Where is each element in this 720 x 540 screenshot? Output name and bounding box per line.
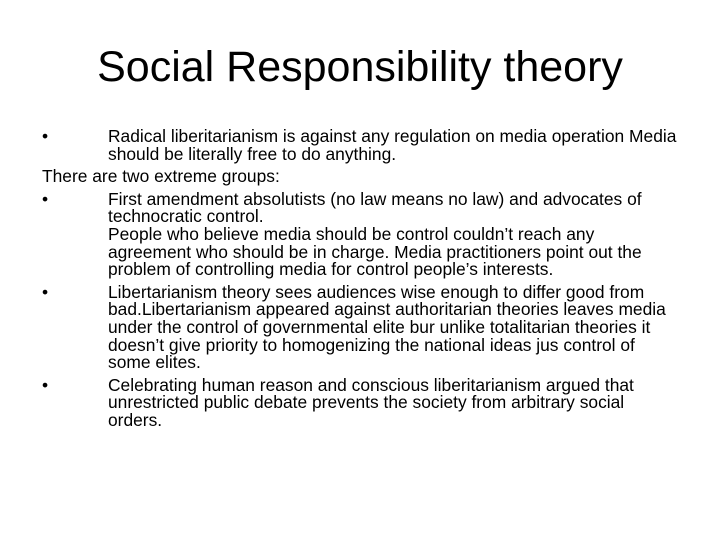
bullet-marker: • xyxy=(42,281,49,302)
bullet-paragraph: Libertarianism theory sees audiences wise enough to differ good from bad.Libertarianism appeared against authoritarian theories leaves media under the control of governmental elite bur unlike totalitarian theories it doesn’t give priority to homogenizing the national ideas jus control of some elites. xyxy=(108,281,666,373)
bullet-marker: • xyxy=(42,188,49,209)
bullet-item xyxy=(42,188,682,280)
bullet-item xyxy=(42,128,682,163)
bullet-marker: • xyxy=(42,126,49,146)
slide-body xyxy=(42,128,682,435)
bullet-text xyxy=(108,281,682,373)
plain-text-line: There are two extreme groups: xyxy=(42,166,280,187)
bullet-marker: • xyxy=(42,374,49,395)
bullet-item xyxy=(42,374,682,430)
bullet-text xyxy=(108,374,682,430)
bullet-text xyxy=(108,188,682,280)
bullet-paragraph: People who believe media should be control couldn’t reach any agreement who should be in charge. Media practitioners point out the problem of controlling media for control people’s interests. xyxy=(108,223,642,280)
slide-title: Social Responsibility theory xyxy=(97,43,623,91)
bullet-paragraph: First amendment absolutists (no law means no law) and advocates of technocratic control. xyxy=(108,188,642,227)
bullet-paragraph: Radical liberitarianism is against any regulation on media operation Media should be literally free to do anything. xyxy=(108,126,677,164)
bullet-text xyxy=(108,128,682,163)
bullet-item xyxy=(42,281,682,373)
bullet-paragraph: Celebrating human reason and conscious liberitarianism argued that unrestricted public debate prevents the society from arbitrary social orders. xyxy=(108,374,634,430)
